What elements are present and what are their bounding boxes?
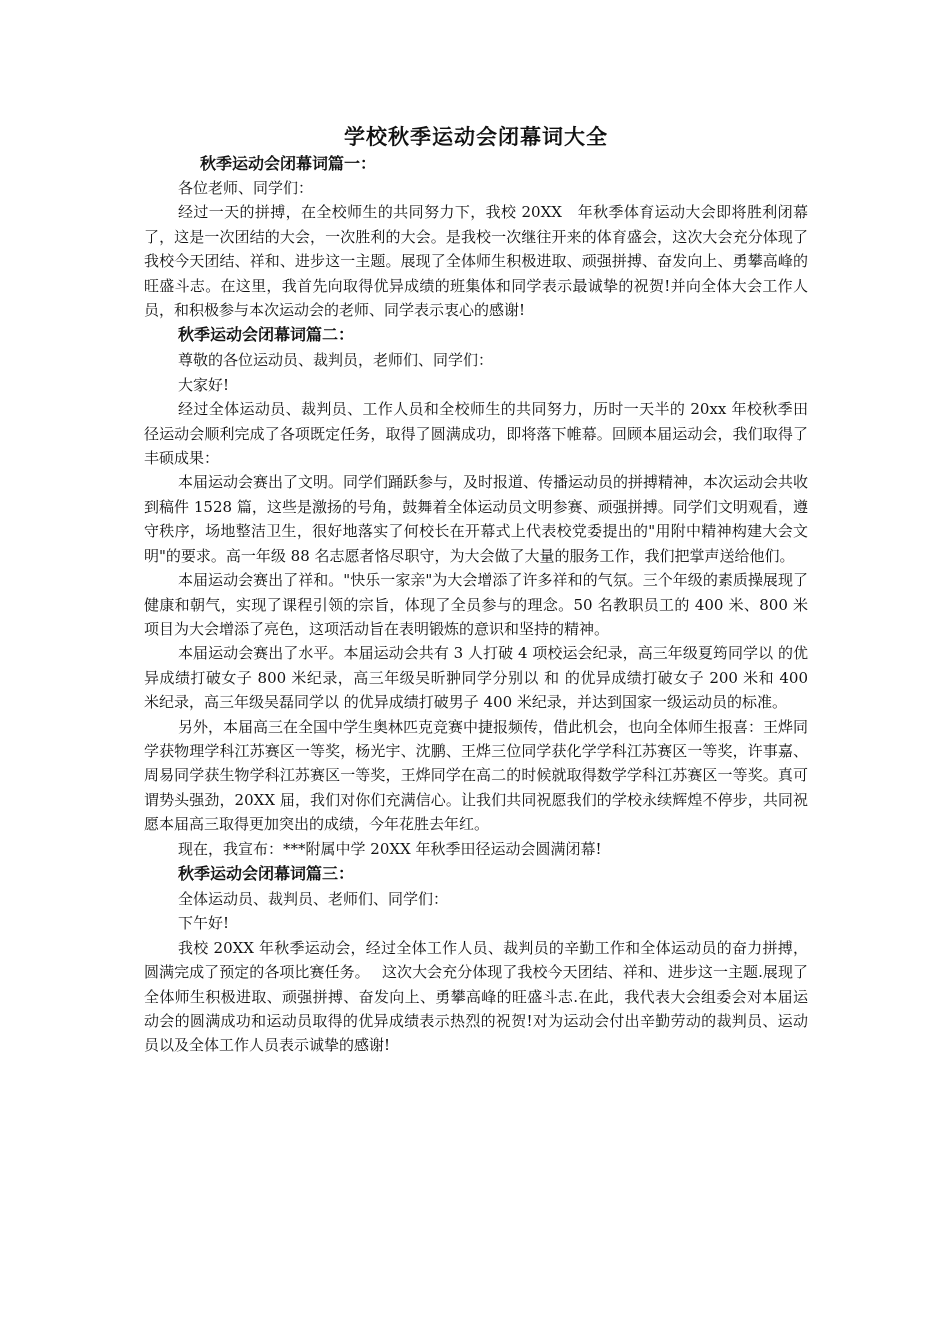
paragraph: 我校 20XX 年秋季运动会，经过全体工作人员、裁判员的辛勤工作和全体运动员的奋力拼搏，圆满完成了预定的各项比赛任务。 这次大会充分体现了我校今天团结、祥和、进步这一主题.展现了全体师生积极进取、顽强拼搏、奋发向上、勇攀高峰的旺盛斗志.在此，我代表大会组委会对本届运动会的圆满成功和运动员取得的优异成绩表示热烈的祝贺!对为运动会付出辛勤劳动的裁判员、运动员以及全体工作人员表示诚挚的感谢! [144, 938, 808, 1055]
paragraph: 各位老师、同学们： [178, 179, 314, 197]
paragraph: 经过全体运动员、裁判员、工作人员和全校师生的共同努力，历时一天半的 20xx 年校秋季田径运动会顺利完成了各项既定任务，取得了圆满成功，即将落下帷幕。回顾本届运动会，我们取得了丰硕成果： [144, 400, 808, 468]
section-heading: 秋季运动会闭幕词篇一： [200, 154, 377, 173]
section-heading: 秋季运动会闭幕词篇三： [178, 863, 355, 883]
speech-section-3 [144, 861, 808, 1058]
paragraph: 现在，我宣布：***附属中学 20XX 年秋季田径运动会圆满闭幕! [178, 839, 602, 858]
paragraph: 大家好! [178, 375, 230, 394]
speech-section-1 [144, 152, 808, 322]
paragraph: 经过一天的拼搏，在全校师生的共同努力下，我校 20XX 年秋季体育运动大会即将胜利闭幕了，这是一次团结的大会，一次胜利的大会。是我校一次继往开来的体育盛会，这次大会充分体现了我校今天团结、祥和、进步这一主题。展现了全体师生积极进取、顽强拼搏、奋发向上、勇攀高峰的旺盛斗志。在这里，我首先向取得优异成绩的班集体和同学表示最诚挚的祝贺!并向全体大会工作人员，和积极参与本次运动会的老师、同学表示衷心的感谢! [144, 203, 808, 320]
paragraph: 尊敬的各位运动员、裁判员，老师们、同学们： [178, 351, 494, 370]
speech-section-2 [144, 322, 808, 861]
document-page [144, 122, 808, 1058]
paragraph: 下午好! [178, 914, 230, 933]
document-title: 学校秋季运动会闭幕词大全 [344, 125, 608, 149]
paragraph: 本届运动会赛出了文明。同学们踊跃参与，及时报道、传播运动员的拼搏精神，本次运动会共收到稿件 1528 篇，这些是激扬的号角，鼓舞着全体运动员文明参赛、顽强拼搏。同学们文明观看，遵守秩序，场地整洁卫生，很好地落实了何校长在开幕式上代表校党委提出的"用附中精神构建大会文明"的要求。高一年级 88 名志愿者恪尽职守，为大会做了大量的服务工作，我们把掌声送给他们。 [144, 473, 809, 565]
paragraph: 本届运动会赛出了水平。本届运动会共有 3 人打破 4 项校运会纪录，高三年级夏筠同学以 的优异成绩打破女子 800 米纪录，高三年级吴昕翀同学分别以 和 的优异成绩打破女子 200 米和 400 米纪录，高三年级吴磊同学以 的优异成绩打破男子 400 米纪录，并达到国家一级运动员的标准。 [144, 644, 808, 712]
paragraph: 全体运动员、裁判员、老师们、同学们： [178, 889, 449, 908]
paragraph: 另外，本届高三在全国中学生奥林匹克竞赛中捷报频传，借此机会，也向全体师生报喜：王烨同学获物理学科江苏赛区一等奖，杨光宇、沈鹏、王烨三位同学获化学学科江苏赛区一等奖，许事嘉、周易同学获生物学科江苏赛区一等奖，王烨同学在高二的时候就取得数学学科江苏赛区一等奖。真可谓势头强劲，20XX 届，我们对你们充满信心。让我们共同祝愿我们的学校永续辉煌不停步，共同祝愿本届高三取得更加突出的成绩，今年花胜去年红。 [144, 717, 809, 834]
paragraph: 本届运动会赛出了祥和。"快乐一家亲"为大会增添了许多祥和的气氛。三个年级的素质操展现了健康和朝气，实现了课程引领的宗旨，体现了全员参与的理念。50 名教职员工的 400 米、800 米项目为大会增添了亮色，这项活动旨在表明锻炼的意识和坚持的精神。 [144, 571, 808, 638]
section-heading: 秋季运动会闭幕词篇二： [178, 325, 355, 345]
